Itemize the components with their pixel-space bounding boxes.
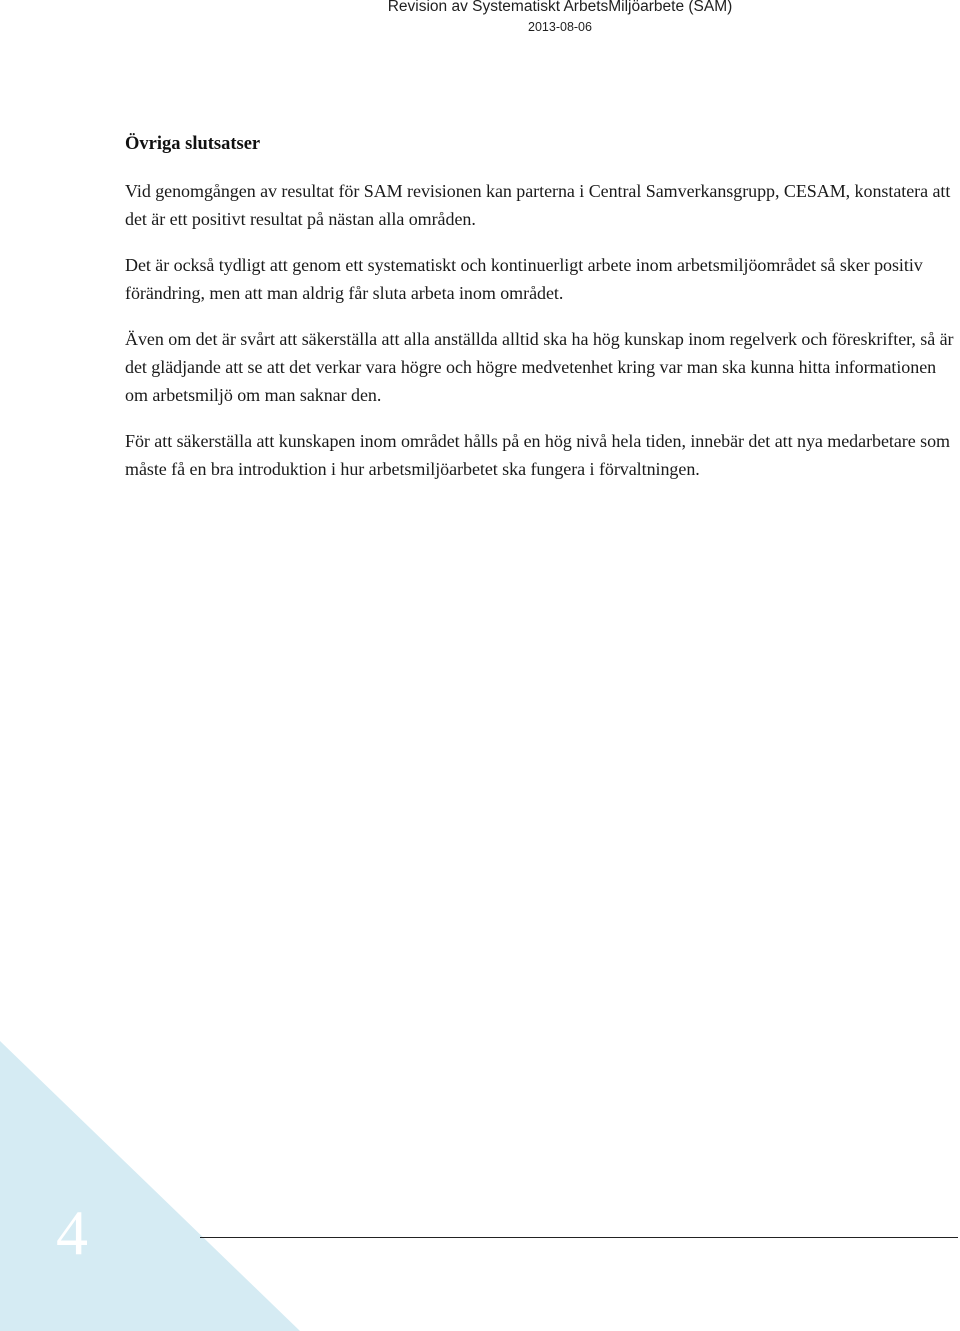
paragraph-1: Vid genomgången av resultat för SAM revisionen kan parterna i Central Samverkansgrupp, CESAM, konstatera att det är ett positivt resultat på nästan alla områden. (125, 181, 951, 229)
section-heading: Övriga slutsatser (125, 134, 261, 154)
footer-rule (200, 1237, 958, 1238)
main-content (125, 132, 955, 501)
header-date: 2013-08-06 (528, 20, 592, 34)
corner-accent-triangle (0, 1041, 300, 1331)
header-title: Revision av Systematiskt ArbetsMiljöarbete (SAM) (387, 0, 733, 15)
paragraph-4: För att säkerställa att kunskapen inom området hålls på en hög nivå hela tiden, innebär det att nya medarbetare som måste få en bra introduktion i hur arbetsmiljöarbetet ska fungera i förvaltningen. (125, 431, 950, 479)
paragraph-2: Det är också tydligt att genom ett systematiskt och kontinuerligt arbete inom arbetsmiljöområdet så sker positiv förändring, men att man aldrig får sluta arbeta inom området. (125, 255, 923, 303)
page-number: 4 (56, 1197, 88, 1268)
paragraph-3: Även om det är svårt att säkerställa att alla anställda alltid ska ha hög kunskap inom regelverk och föreskrifter, så är det glädjande att se att det verkar vara högre och högre medvetenhet kring var man ska kunna hitta informationen om arbetsmiljö om man saknar den. (125, 329, 954, 405)
